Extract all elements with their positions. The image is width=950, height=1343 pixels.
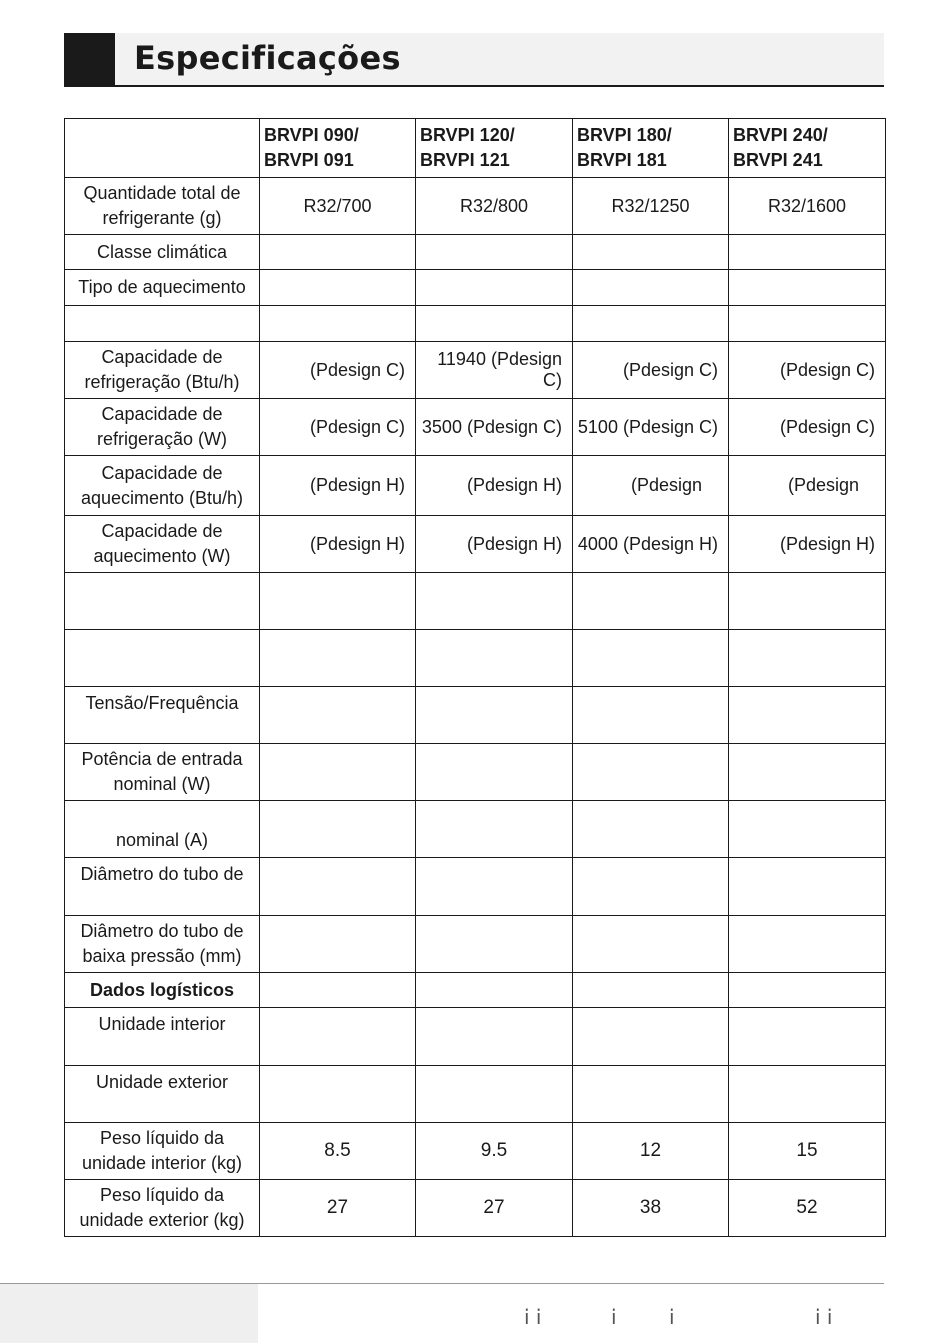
table-cell bbox=[729, 801, 886, 858]
table-cell: (Pdesign H) bbox=[260, 456, 416, 516]
table-cell bbox=[573, 916, 729, 973]
table-cell bbox=[260, 858, 416, 916]
table-cell: R32/1250 bbox=[573, 178, 729, 235]
table-cell: 3500 (Pdesign C) bbox=[416, 399, 573, 456]
row-label: nominal (A) bbox=[65, 801, 260, 858]
row-label: Unidade interior bbox=[65, 1008, 260, 1066]
table-cell bbox=[729, 306, 886, 342]
table-cell: R32/800 bbox=[416, 178, 573, 235]
table-cell: 27 bbox=[416, 1180, 573, 1237]
table-cell bbox=[573, 630, 729, 687]
table-cell bbox=[260, 801, 416, 858]
table-cell bbox=[729, 270, 886, 306]
table-cell bbox=[416, 744, 573, 801]
table-row bbox=[65, 235, 886, 270]
table-cell bbox=[260, 235, 416, 270]
table-row bbox=[65, 916, 886, 973]
table-row bbox=[65, 1066, 886, 1123]
table-cell bbox=[416, 1008, 573, 1066]
table-cell bbox=[573, 973, 729, 1008]
table-cell bbox=[729, 1066, 886, 1123]
table-cell bbox=[729, 235, 886, 270]
table-cell bbox=[260, 306, 416, 342]
table-cell bbox=[416, 687, 573, 744]
table-cell bbox=[573, 858, 729, 916]
table-cell: 52 bbox=[729, 1180, 886, 1237]
table-cell bbox=[260, 916, 416, 973]
table-cell: (Pdesign H) bbox=[260, 516, 416, 573]
table-cell bbox=[416, 306, 573, 342]
table-row bbox=[65, 456, 886, 516]
table-cell bbox=[260, 973, 416, 1008]
table-cell bbox=[729, 687, 886, 744]
row-label: Peso líquido da unidade interior (kg) bbox=[65, 1123, 260, 1180]
section-label: Dados logísticos bbox=[65, 973, 260, 1008]
table-cell bbox=[573, 687, 729, 744]
table-cell: 11940 (Pdesign C) bbox=[416, 342, 573, 399]
table-cell: (Pdesign H) bbox=[729, 516, 886, 573]
table-cell: (Pdesign bbox=[573, 456, 729, 516]
table-cell bbox=[416, 973, 573, 1008]
row-label: Capacidade de refrigeração (Btu/h) bbox=[65, 342, 260, 399]
table-cell: 5100 (Pdesign C) bbox=[573, 399, 729, 456]
table-row bbox=[65, 1008, 886, 1066]
table-row bbox=[65, 630, 886, 687]
specifications-table bbox=[64, 118, 886, 1237]
row-label: Capacidade de aquecimento (W) bbox=[65, 516, 260, 573]
footer-mark: i bbox=[669, 1305, 675, 1329]
row-label: Quantidade total de refrigerante (g) bbox=[65, 178, 260, 235]
corner-cell bbox=[65, 119, 260, 178]
table-cell bbox=[416, 573, 573, 630]
table-cell: 27 bbox=[260, 1180, 416, 1237]
table-cell bbox=[260, 630, 416, 687]
footer-mark: i i bbox=[524, 1305, 542, 1329]
table-cell bbox=[573, 306, 729, 342]
table-row bbox=[65, 1180, 886, 1237]
footer-mark: i i bbox=[815, 1305, 833, 1329]
table-row bbox=[65, 801, 886, 858]
table-row bbox=[65, 306, 886, 342]
row-label: Tensão/Frequência bbox=[65, 687, 260, 744]
table-row bbox=[65, 858, 886, 916]
table-cell bbox=[416, 1066, 573, 1123]
table-row bbox=[65, 342, 886, 399]
table-cell bbox=[729, 1008, 886, 1066]
row-label bbox=[65, 630, 260, 687]
row-label: Diâmetro do tubo de baixa pressão (mm) bbox=[65, 916, 260, 973]
column-header: BRVPI 180/ BRVPI 181 bbox=[573, 119, 729, 178]
column-header: BRVPI 240/ BRVPI 241 bbox=[729, 119, 886, 178]
table-cell bbox=[416, 270, 573, 306]
footer-panel bbox=[0, 1284, 258, 1343]
table-cell bbox=[573, 801, 729, 858]
table-cell bbox=[573, 235, 729, 270]
table-cell bbox=[416, 801, 573, 858]
row-label: Potência de entrada nominal (W) bbox=[65, 744, 260, 801]
table-cell bbox=[573, 573, 729, 630]
table-cell: 4000 (Pdesign H) bbox=[573, 516, 729, 573]
table-row bbox=[65, 1123, 886, 1180]
table-cell: 9.5 bbox=[416, 1123, 573, 1180]
table-cell bbox=[260, 573, 416, 630]
table-cell: 8.5 bbox=[260, 1123, 416, 1180]
row-label: Capacidade de refrigeração (W) bbox=[65, 399, 260, 456]
page-title: Especificações bbox=[134, 39, 401, 77]
table-cell bbox=[260, 270, 416, 306]
table-cell bbox=[260, 1066, 416, 1123]
table-cell bbox=[260, 1008, 416, 1066]
table-cell bbox=[729, 973, 886, 1008]
table-header-row bbox=[65, 119, 886, 178]
table-row bbox=[65, 516, 886, 573]
table-cell bbox=[573, 744, 729, 801]
table-cell: (Pdesign C) bbox=[260, 342, 416, 399]
table-row bbox=[65, 399, 886, 456]
table-cell: R32/1600 bbox=[729, 178, 886, 235]
row-label: Capacidade de aquecimento (Btu/h) bbox=[65, 456, 260, 516]
table-cell bbox=[573, 1008, 729, 1066]
table-cell bbox=[416, 858, 573, 916]
table-cell bbox=[416, 235, 573, 270]
table-cell: 38 bbox=[573, 1180, 729, 1237]
table-cell bbox=[729, 858, 886, 916]
table-cell bbox=[573, 270, 729, 306]
table-cell: 15 bbox=[729, 1123, 886, 1180]
row-label: Tipo de aquecimento bbox=[65, 270, 260, 306]
row-label bbox=[65, 573, 260, 630]
table-cell bbox=[260, 744, 416, 801]
table-cell bbox=[729, 630, 886, 687]
table-cell bbox=[729, 744, 886, 801]
table-cell: (Pdesign C) bbox=[729, 399, 886, 456]
table-row bbox=[65, 744, 886, 801]
header-block bbox=[64, 33, 115, 85]
table-row bbox=[65, 270, 886, 306]
column-header: BRVPI 120/ BRVPI 121 bbox=[416, 119, 573, 178]
row-label: Peso líquido da unidade exterior (kg) bbox=[65, 1180, 260, 1237]
footer-mark: i bbox=[611, 1305, 617, 1329]
table-cell: (Pdesign C) bbox=[573, 342, 729, 399]
column-header: BRVPI 090/ BRVPI 091 bbox=[260, 119, 416, 178]
table-cell bbox=[416, 916, 573, 973]
table-cell bbox=[729, 573, 886, 630]
table-cell: (Pdesign bbox=[729, 456, 886, 516]
row-label: Diâmetro do tubo de bbox=[65, 858, 260, 916]
table-row bbox=[65, 687, 886, 744]
table-cell: 12 bbox=[573, 1123, 729, 1180]
row-label: Classe climática bbox=[65, 235, 260, 270]
table-cell bbox=[729, 916, 886, 973]
table-cell: (Pdesign C) bbox=[260, 399, 416, 456]
table-row bbox=[65, 573, 886, 630]
table-cell bbox=[260, 687, 416, 744]
row-label bbox=[65, 306, 260, 342]
table-cell: (Pdesign H) bbox=[416, 516, 573, 573]
table-cell bbox=[573, 1066, 729, 1123]
table-cell bbox=[416, 630, 573, 687]
row-label: Unidade exterior bbox=[65, 1066, 260, 1123]
table-cell: R32/700 bbox=[260, 178, 416, 235]
table-cell: (Pdesign H) bbox=[416, 456, 573, 516]
table-cell: (Pdesign C) bbox=[729, 342, 886, 399]
table-row bbox=[65, 178, 886, 235]
table-row bbox=[65, 973, 886, 1008]
section-header bbox=[64, 33, 884, 87]
